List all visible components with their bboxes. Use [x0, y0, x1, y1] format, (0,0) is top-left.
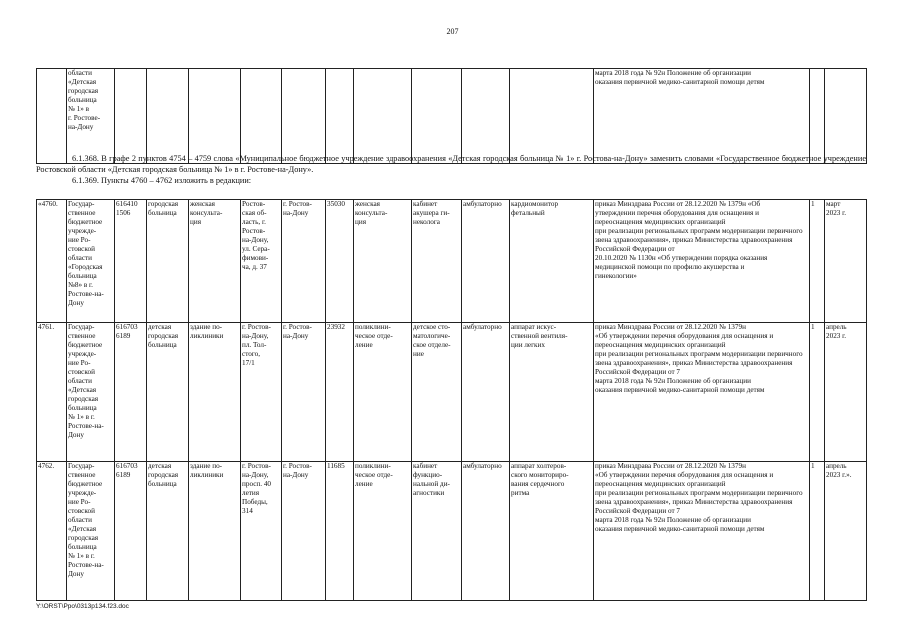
cell-address: г. Ростов- на-Дону, пл. Тол- стого, 17/1 [241, 323, 282, 462]
cell-basis: приказ Минздрава России от 28.12.2020 № 1379н «Об утверждении перечня оборудования для оснащения и переоснащения медицинских организаций при реализации региональных программ модернизации первичного звена здравоохранения», приказ Министерства здравоохранения Российской Федерации от 7 марта 2018 года № 92н Положение об организации оказания первичной медико-санитарной помощи детям [594, 323, 810, 462]
cell-basis: приказ Минздрава России от 28.12.2020 № 1379н «Об утверждении перечня оборудования для оснащения и переоснащения медицинских организаций при реализации региональных программ модернизации первичного звена здравоохранения», приказ Министерства здравоохранения Российской Федерации от 20.10.2020 № 1130н «Об утверждении порядка оказания медицинской помощи по профилю акушерства и гинекологии» [594, 200, 810, 323]
paragraph-6-1-369: 6.1.369. Пункты 4760 – 4762 изложить в редакции: [72, 176, 252, 185]
cell-equipment: аппарат искус- ственной вентиля- ции легких [510, 323, 594, 462]
cell-dept: поликлини- ческое отде- ление [354, 323, 412, 462]
cell-num [37, 69, 67, 164]
cell-date: апрель 2023 г.». [825, 462, 867, 601]
cell-address: г. Ростов- на-Дону, просп. 40 летия Победы, 314 [241, 462, 282, 601]
cell-address: Ростов- ская об- ласть, г. Ростов- на-Дону, ул. Сера- фимови- ча, д. 37 [241, 200, 282, 323]
cell-qty: 1 [810, 462, 825, 601]
cell-room: кабинет акушера ги- неколога [412, 200, 462, 323]
cell-unit: женская консульта- ция [189, 200, 241, 323]
cell-org: Государ- ственное бюджетное учрежде- ние Ро- стовской области «Детская городская больница № 1» в г. Ростове-на- Дону [67, 462, 115, 601]
cell-room: кабинет функцио- нальной ди- агностики [412, 462, 462, 601]
cell-basis: марта 2018 года № 92н Положение об организации оказания первичной медико-санитарной помощи детям [594, 69, 810, 164]
table-row [37, 323, 867, 462]
cell-basis: приказ Минздрава России от 28.12.2020 № 1379н «Об утверждении перечня оборудования для оснащения и переоснащения медицинских организаций при реализации региональных программ модернизации первичного звена здравоохранения», приказ Министерства здравоохранения Российской Федерации от 7 марта 2018 года № 92н Положение об организации оказания первичной медико-санитарной помощи детям [594, 462, 810, 601]
cell-qty: 1 [810, 200, 825, 323]
cell-unit: здание по- ликлиники [189, 462, 241, 601]
cell-date: март 2023 г. [825, 200, 867, 323]
cell-num: 4761. [37, 323, 67, 462]
cell-code: 616703 6189 [115, 462, 147, 601]
cell-city: г. Ростов- на-Дону [282, 323, 326, 462]
cell-mode: амбулаторно [462, 323, 510, 462]
cell-org: Государ- ственное бюджетное учрежде- ние Ро- стовской области «Детская городская больница № 1» в г. Ростове-на- Дону [67, 323, 115, 462]
cell-num: «4760. [37, 200, 67, 323]
cell-city: г. Ростов- на-Дону [282, 200, 326, 323]
cell-code: 616703 6189 [115, 323, 147, 462]
file-path-footer: Y:\ORST\Ppo\0313p134.f23.doc [36, 603, 129, 610]
cell-index: 11685 [326, 462, 354, 601]
cell-org: области «Детская городская больница № 1» в г. Ростове- на-Дону [67, 69, 115, 164]
cell-dept: женская консульта- ция [354, 200, 412, 323]
cell-type: детская городская больница [147, 323, 189, 462]
cell-city: г. Ростов- на-Дону [282, 462, 326, 601]
cell-room: детское сто- матологиче- ское отделе- ние [412, 323, 462, 462]
cell-num: 4762. [37, 462, 67, 601]
cell-date: апрель 2023 г. [825, 323, 867, 462]
page-number: 207 [446, 27, 459, 36]
cell-mode: амбулаторно [462, 462, 510, 601]
cell-mode: амбулаторно [462, 200, 510, 323]
cell-dept: поликлини- ческое отде- ление [354, 462, 412, 601]
cell-qty: 1 [810, 323, 825, 462]
cell-type: детская городская больница [147, 462, 189, 601]
cell-type: городская больница [147, 200, 189, 323]
cell-org: Государ- ственное бюджетное учрежде- ние Ро- стовской области «Городская больница №8» в г. Ростове-на- Дону [67, 200, 115, 323]
cell-unit: здание по- ликлиники [189, 323, 241, 462]
cell-code: 616410 1506 [115, 200, 147, 323]
cell-equipment: кардиомонитор фетальный [510, 200, 594, 323]
cell-equipment: аппарат холтеров- ского мониториро- вания сердечного ритма [510, 462, 594, 601]
equipment-table [36, 199, 867, 601]
cell-index: 35030 [326, 200, 354, 323]
table-row [37, 462, 867, 601]
cell-index: 23932 [326, 323, 354, 462]
continuation-table [36, 68, 867, 164]
table-row [37, 200, 867, 323]
paragraph-6-1-368: 6.1.368. В графе 2 пунктов 4754 – 4759 слова «Муниципальное бюджетное учреждение здравоохранения «Детская городская больница № 1» г. Ростова-на-Дону» заменить словами «Государственное бюджетное учреждение Ростовской области «Детская городская больница № 1» в г. Ростове-на-Дону». [36, 154, 866, 174]
